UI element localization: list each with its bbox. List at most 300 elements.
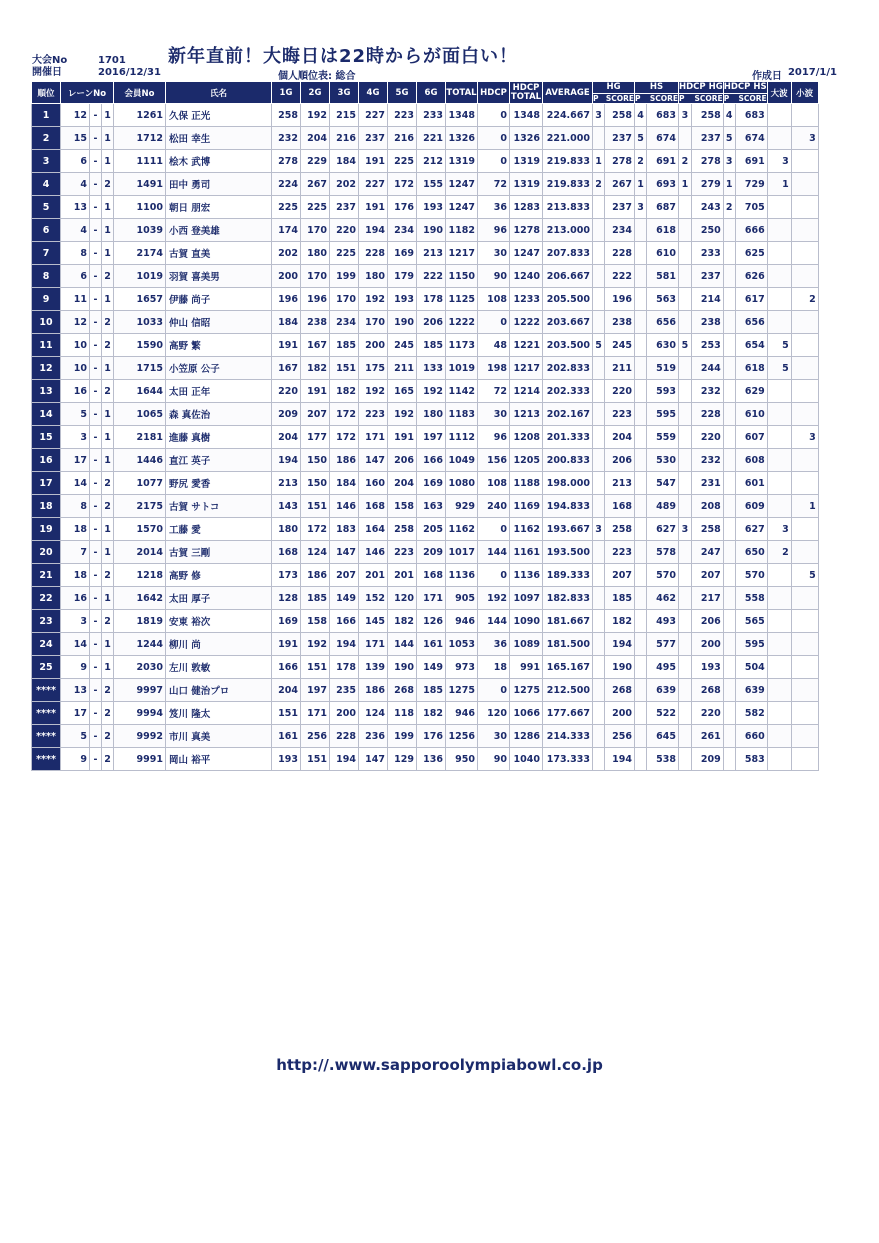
cell-g6: 193 [417, 196, 446, 219]
cell-small-wave [791, 173, 818, 196]
cell-g3: 184 [330, 150, 359, 173]
col-g2: 2G [301, 82, 330, 104]
cell-hs-place [635, 426, 647, 449]
cell-name: 工藤 愛 [166, 518, 272, 541]
cell-g6: 163 [417, 495, 446, 518]
cell-member: 1819 [114, 610, 166, 633]
cell-side: 1 [102, 104, 114, 127]
table-row [32, 242, 819, 265]
cell-hs-place [635, 518, 647, 541]
cell-g1: 143 [272, 495, 301, 518]
cell-hdcp-hg-score: 214 [691, 288, 723, 311]
cell-hs-score: 462 [647, 587, 679, 610]
cell-hg-place: 1 [593, 150, 605, 173]
cell-hg-place [593, 242, 605, 265]
cell-g2: 151 [301, 495, 330, 518]
cell-total: 1275 [446, 679, 478, 702]
cell-g2: 229 [301, 150, 330, 173]
cell-side: 1 [102, 403, 114, 426]
cell-g3: 166 [330, 610, 359, 633]
cell-small-wave [791, 633, 818, 656]
cell-g5: 211 [388, 357, 417, 380]
cell-average: 219.833 [543, 173, 593, 196]
cell-hdcp-total: 1162 [510, 518, 543, 541]
table-row [32, 541, 819, 564]
cell-hdcp-hs-score: 558 [735, 587, 767, 610]
col-hdcp-hg-score: SCORE [694, 93, 723, 103]
cell-hdcp-hs-place [723, 219, 735, 242]
cell-dash: - [90, 288, 102, 311]
cell-hdcp-hg-score: 253 [691, 334, 723, 357]
cell-lane: 9 [61, 656, 90, 679]
cell-hdcp-hg-score: 193 [691, 656, 723, 679]
cell-small-wave [791, 150, 818, 173]
cell-member: 1039 [114, 219, 166, 242]
cell-hs-score: 581 [647, 265, 679, 288]
cell-member: 1077 [114, 472, 166, 495]
cell-hg-place [593, 127, 605, 150]
cell-hdcp-hs-score: 565 [735, 610, 767, 633]
cell-small-wave [791, 725, 818, 748]
cell-hdcp-hs-score: 601 [735, 472, 767, 495]
table-row [32, 196, 819, 219]
cell-member: 2175 [114, 495, 166, 518]
cell-hdcp-total: 1213 [510, 403, 543, 426]
cell-rank: **** [32, 725, 61, 748]
cell-dash: - [90, 587, 102, 610]
cell-hg-score: 194 [605, 748, 635, 771]
cell-g2: 171 [301, 702, 330, 725]
table-row [32, 449, 819, 472]
cell-hdcp-total: 1089 [510, 633, 543, 656]
cell-dash: - [90, 426, 102, 449]
cell-g5: 169 [388, 242, 417, 265]
cell-g1: 196 [272, 288, 301, 311]
cell-hg-place [593, 449, 605, 472]
cell-big-wave [767, 127, 791, 150]
cell-hdcp-hg-score: 209 [691, 748, 723, 771]
cell-hg-score: 258 [605, 104, 635, 127]
cell-average: 219.833 [543, 150, 593, 173]
cell-big-wave [767, 702, 791, 725]
cell-g6: 209 [417, 541, 446, 564]
cell-dash: - [90, 242, 102, 265]
cell-side: 1 [102, 518, 114, 541]
cell-g4: 152 [359, 587, 388, 610]
cell-g6: 169 [417, 472, 446, 495]
cell-side: 1 [102, 357, 114, 380]
cell-hdcp-total: 1217 [510, 357, 543, 380]
cell-member: 1065 [114, 403, 166, 426]
cell-hdcp-total: 1247 [510, 242, 543, 265]
cell-hdcp: 48 [478, 334, 510, 357]
table-row [32, 748, 819, 771]
cell-hg-score: 182 [605, 610, 635, 633]
col-hdcp-hs [723, 82, 767, 104]
cell-total: 1217 [446, 242, 478, 265]
col-hs-label: HS [649, 81, 664, 92]
col-hdcp-total [510, 82, 543, 104]
cell-hg-score: 228 [605, 242, 635, 265]
cell-hdcp-hg-place: 1 [679, 173, 692, 196]
cell-dash: - [90, 564, 102, 587]
cell-average: 203.500 [543, 334, 593, 357]
cell-g4: 171 [359, 633, 388, 656]
cell-rank: 22 [32, 587, 61, 610]
cell-g2: 177 [301, 426, 330, 449]
cell-rank: **** [32, 702, 61, 725]
cell-g2: 192 [301, 633, 330, 656]
cell-hg-score: 278 [605, 150, 635, 173]
cell-big-wave: 1 [767, 173, 791, 196]
cell-g6: 212 [417, 150, 446, 173]
cell-big-wave: 2 [767, 541, 791, 564]
cell-name: 古賀 直美 [166, 242, 272, 265]
cell-hdcp-hs-place [723, 564, 735, 587]
cell-g4: 180 [359, 265, 388, 288]
cell-rank: 1 [32, 104, 61, 127]
cell-big-wave [767, 288, 791, 311]
cell-g1: 151 [272, 702, 301, 725]
cell-side: 1 [102, 150, 114, 173]
cell-g4: 170 [359, 311, 388, 334]
cell-hs-score: 627 [647, 518, 679, 541]
cell-g4: 191 [359, 196, 388, 219]
cell-total: 950 [446, 748, 478, 771]
col-big-wave: 大波 [767, 82, 791, 104]
cell-g3: 199 [330, 265, 359, 288]
cell-hdcp-total: 1066 [510, 702, 543, 725]
cell-total: 929 [446, 495, 478, 518]
cell-g3: 194 [330, 633, 359, 656]
cell-side: 2 [102, 472, 114, 495]
table-row [32, 334, 819, 357]
cell-hdcp-total: 1205 [510, 449, 543, 472]
cell-name: 進藤 真樹 [166, 426, 272, 449]
cell-lane: 5 [61, 403, 90, 426]
table-row [32, 357, 819, 380]
cell-g5: 268 [388, 679, 417, 702]
cell-g6: 185 [417, 334, 446, 357]
col-lane: レーンNo [61, 82, 114, 104]
cell-average: 189.333 [543, 564, 593, 587]
cell-g1: 167 [272, 357, 301, 380]
cell-hdcp: 108 [478, 288, 510, 311]
cell-g2: 207 [301, 403, 330, 426]
cell-g6: 185 [417, 679, 446, 702]
cell-g3: 207 [330, 564, 359, 587]
cell-hg-score: 220 [605, 380, 635, 403]
meet-info [32, 55, 161, 79]
cell-lane: 3 [61, 610, 90, 633]
cell-g3: 235 [330, 679, 359, 702]
cell-rank: 12 [32, 357, 61, 380]
cell-hdcp-total: 1097 [510, 587, 543, 610]
cell-hs-score: 578 [647, 541, 679, 564]
cell-member: 1491 [114, 173, 166, 196]
cell-hs-place [635, 403, 647, 426]
cell-hdcp-hs-place [723, 679, 735, 702]
page-title: 新年直前！大晦日は22時からが面白い！ [168, 46, 519, 67]
cell-hg-score: 206 [605, 449, 635, 472]
cell-g4: 191 [359, 150, 388, 173]
cell-g1: 191 [272, 334, 301, 357]
cell-hdcp-total: 1283 [510, 196, 543, 219]
cell-g4: 171 [359, 426, 388, 449]
cell-average: 224.667 [543, 104, 593, 127]
cell-total: 1080 [446, 472, 478, 495]
cell-lane: 4 [61, 173, 90, 196]
cell-hdcp-hg-score: 268 [691, 679, 723, 702]
cell-g3: 183 [330, 518, 359, 541]
cell-hdcp: 0 [478, 564, 510, 587]
cell-hdcp-hs-place [723, 518, 735, 541]
cell-hdcp-hs-score: 629 [735, 380, 767, 403]
table-row [32, 656, 819, 679]
cell-side: 1 [102, 288, 114, 311]
cell-g6: 149 [417, 656, 446, 679]
cell-lane: 8 [61, 495, 90, 518]
cell-hdcp-hg-score: 278 [691, 150, 723, 173]
cell-hdcp-hs-score: 625 [735, 242, 767, 265]
cell-hg-score: 204 [605, 426, 635, 449]
cell-rank: 2 [32, 127, 61, 150]
cell-average: 193.500 [543, 541, 593, 564]
cell-dash: - [90, 104, 102, 127]
cell-lane: 13 [61, 196, 90, 219]
cell-hdcp-hg-place [679, 748, 692, 771]
cell-hdcp-hg-score: 231 [691, 472, 723, 495]
cell-hs-score: 691 [647, 150, 679, 173]
cell-average: 182.833 [543, 587, 593, 610]
cell-hs-place [635, 334, 647, 357]
cell-rank: 18 [32, 495, 61, 518]
cell-hdcp-hs-place [723, 403, 735, 426]
cell-g1: 224 [272, 173, 301, 196]
cell-g1: 194 [272, 449, 301, 472]
cell-total: 1182 [446, 219, 478, 242]
table-row [32, 265, 819, 288]
cell-hdcp-hg-score: 261 [691, 725, 723, 748]
cell-g4: 146 [359, 541, 388, 564]
cell-total: 1173 [446, 334, 478, 357]
cell-hg-place: 5 [593, 334, 605, 357]
cell-hs-place [635, 495, 647, 518]
cell-member: 9992 [114, 725, 166, 748]
cell-side: 1 [102, 656, 114, 679]
cell-member: 1715 [114, 357, 166, 380]
cell-hg-score: 194 [605, 633, 635, 656]
cell-average: 165.167 [543, 656, 593, 679]
cell-g2: 191 [301, 380, 330, 403]
cell-hdcp-hs-place [723, 288, 735, 311]
cell-g2: 150 [301, 449, 330, 472]
cell-side: 2 [102, 173, 114, 196]
cell-hdcp-hg-place [679, 472, 692, 495]
cell-hdcp-total: 991 [510, 656, 543, 679]
cell-g2: 186 [301, 564, 330, 587]
cell-hs-score: 538 [647, 748, 679, 771]
cell-hdcp-hs-score: 683 [735, 104, 767, 127]
cell-big-wave [767, 242, 791, 265]
cell-hs-score: 495 [647, 656, 679, 679]
cell-hs-place [635, 311, 647, 334]
cell-name: 安東 裕次 [166, 610, 272, 633]
table-row [32, 288, 819, 311]
cell-big-wave [767, 564, 791, 587]
cell-lane: 18 [61, 564, 90, 587]
cell-average: 198.000 [543, 472, 593, 495]
cell-average: 194.833 [543, 495, 593, 518]
cell-hg-place [593, 196, 605, 219]
cell-hg-score: 267 [605, 173, 635, 196]
cell-hdcp-hs-place [723, 334, 735, 357]
cell-hdcp-total: 1090 [510, 610, 543, 633]
cell-rank: 13 [32, 380, 61, 403]
cell-hs-place: 2 [635, 150, 647, 173]
col-hdcp-hg [679, 82, 724, 104]
cell-hs-place [635, 702, 647, 725]
cell-hdcp-hg-place [679, 495, 692, 518]
cell-g1: 193 [272, 748, 301, 771]
cell-hdcp-hs-score: 650 [735, 541, 767, 564]
cell-total: 1326 [446, 127, 478, 150]
cell-side: 2 [102, 748, 114, 771]
cell-g5: 216 [388, 127, 417, 150]
cell-hdcp-hg-score: 220 [691, 426, 723, 449]
cell-dash: - [90, 495, 102, 518]
cell-hs-place [635, 587, 647, 610]
cell-hdcp-hs-score: 654 [735, 334, 767, 357]
cell-hs-place [635, 656, 647, 679]
table-row [32, 380, 819, 403]
cell-hs-place: 5 [635, 127, 647, 150]
cell-hdcp-hs-score: 595 [735, 633, 767, 656]
cell-hdcp-hg-score: 200 [691, 633, 723, 656]
cell-name: 太田 厚子 [166, 587, 272, 610]
cell-hg-place [593, 748, 605, 771]
cell-g2: 151 [301, 748, 330, 771]
cell-hdcp-hg-place [679, 403, 692, 426]
cell-g3: 220 [330, 219, 359, 242]
cell-g4: 160 [359, 472, 388, 495]
col-g1: 1G [272, 82, 301, 104]
cell-side: 2 [102, 334, 114, 357]
cell-hdcp-hs-score: 609 [735, 495, 767, 518]
cell-rank: 10 [32, 311, 61, 334]
cell-hdcp-hg-place [679, 702, 692, 725]
cell-lane: 15 [61, 127, 90, 150]
cell-side: 2 [102, 495, 114, 518]
cell-hdcp-hg-place [679, 449, 692, 472]
cell-total: 1053 [446, 633, 478, 656]
cell-rank: **** [32, 748, 61, 771]
cell-g1: 161 [272, 725, 301, 748]
cell-g5: 190 [388, 656, 417, 679]
cell-side: 1 [102, 219, 114, 242]
cell-name: 岡山 裕平 [166, 748, 272, 771]
cell-hdcp-hs-place [723, 610, 735, 633]
cell-g2: 196 [301, 288, 330, 311]
cell-hg-place [593, 495, 605, 518]
cell-hs-place [635, 357, 647, 380]
cell-hs-score: 489 [647, 495, 679, 518]
cell-big-wave: 3 [767, 150, 791, 173]
ranking-table [31, 81, 819, 771]
cell-name: 柳川 尚 [166, 633, 272, 656]
cell-hdcp-hs-place [723, 656, 735, 679]
cell-rank: 4 [32, 173, 61, 196]
cell-g5: 192 [388, 403, 417, 426]
cell-big-wave [767, 610, 791, 633]
cell-hg-place [593, 633, 605, 656]
col-hdcp-total-a: HDCP [512, 82, 540, 93]
cell-dash: - [90, 679, 102, 702]
created-date: 2017/1/1 [787, 67, 837, 78]
cell-big-wave: 5 [767, 334, 791, 357]
cell-hs-score: 595 [647, 403, 679, 426]
cell-hs-place [635, 219, 647, 242]
cell-g3: 185 [330, 334, 359, 357]
col-hdcp-total-b: TOTAL [510, 91, 542, 102]
cell-lane: 16 [61, 380, 90, 403]
cell-member: 1712 [114, 127, 166, 150]
cell-small-wave [791, 748, 818, 771]
cell-big-wave [767, 403, 791, 426]
cell-member: 1446 [114, 449, 166, 472]
cell-g2: 267 [301, 173, 330, 196]
cell-g2: 167 [301, 334, 330, 357]
cell-g4: 164 [359, 518, 388, 541]
cell-g6: 178 [417, 288, 446, 311]
cell-hdcp-total: 1161 [510, 541, 543, 564]
cell-big-wave [767, 449, 791, 472]
cell-side: 1 [102, 541, 114, 564]
cell-name: 伊藤 尚子 [166, 288, 272, 311]
cell-name: 太田 正年 [166, 380, 272, 403]
cell-g3: 146 [330, 495, 359, 518]
cell-g1: 128 [272, 587, 301, 610]
cell-hg-score: 207 [605, 564, 635, 587]
cell-member: 1244 [114, 633, 166, 656]
cell-g6: 205 [417, 518, 446, 541]
cell-rank: 7 [32, 242, 61, 265]
cell-hs-place [635, 541, 647, 564]
page-subtitle: 個人順位表: 総合 [278, 71, 356, 82]
cell-hdcp: 96 [478, 219, 510, 242]
cell-small-wave [791, 380, 818, 403]
cell-g6: 168 [417, 564, 446, 587]
cell-hdcp-hg-score: 258 [691, 104, 723, 127]
cell-hdcp-hs-score: 617 [735, 288, 767, 311]
cell-hdcp-total: 1240 [510, 265, 543, 288]
col-hs-score: SCORE [649, 93, 678, 103]
cell-member: 1642 [114, 587, 166, 610]
cell-total: 1049 [446, 449, 478, 472]
cell-member: 1019 [114, 265, 166, 288]
cell-hg-place [593, 472, 605, 495]
cell-hdcp-hs-place: 4 [723, 104, 735, 127]
cell-hdcp: 72 [478, 380, 510, 403]
cell-hdcp-hs-place [723, 495, 735, 518]
cell-lane: 14 [61, 472, 90, 495]
cell-g6: 166 [417, 449, 446, 472]
cell-g6: 233 [417, 104, 446, 127]
footer-url[interactable]: http://.www.sapporoolympiabowl.co.jp [276, 1056, 603, 1074]
table-row [32, 173, 819, 196]
cell-hdcp-hg-place [679, 426, 692, 449]
cell-rank: 14 [32, 403, 61, 426]
